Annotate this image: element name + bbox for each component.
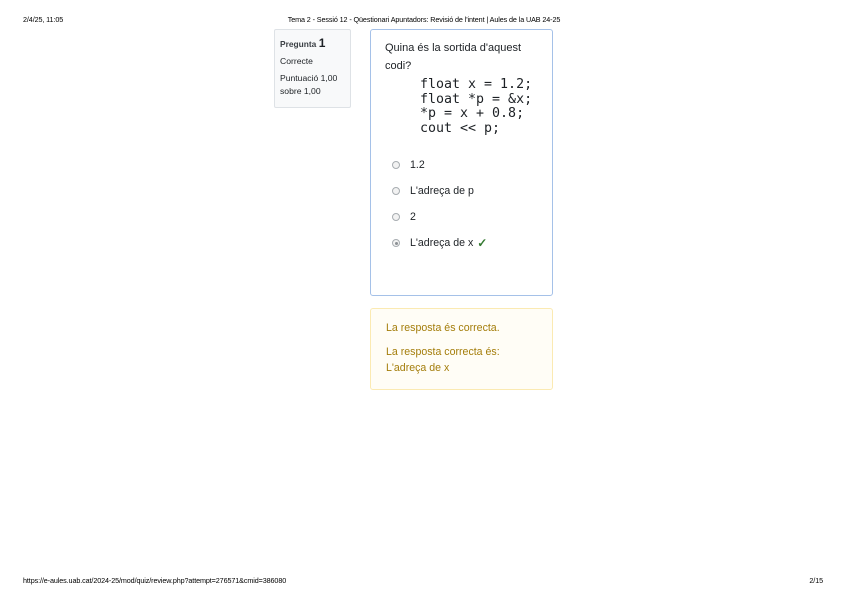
answer-option[interactable] xyxy=(385,178,538,204)
print-page-number: 2/15 xyxy=(809,576,823,585)
answer-label: L'adreça de p xyxy=(410,185,474,197)
question-label: Pregunta xyxy=(280,39,317,49)
answer-list xyxy=(385,152,538,256)
radio-button-selected[interactable] xyxy=(392,239,400,247)
radio-button[interactable] xyxy=(392,213,400,221)
answer-label: 2 xyxy=(410,211,416,223)
question-grade: Puntuació 1,00 sobre 1,00 xyxy=(280,73,338,96)
question-state: Correcte xyxy=(280,56,313,66)
answer-label: L'adreça de x xyxy=(410,237,474,249)
answer-option-selected[interactable] xyxy=(385,230,538,256)
feedback-box xyxy=(370,308,553,390)
radio-button[interactable] xyxy=(392,161,400,169)
answer-label: 1.2 xyxy=(410,159,425,171)
answer-option[interactable] xyxy=(385,204,538,230)
feedback-result: La resposta és correcta. xyxy=(386,322,500,334)
radio-button[interactable] xyxy=(392,187,400,195)
print-url: https://e-aules.uab.cat/2024-25/mod/quiz/review.php?attempt=276571&cmid=386080 xyxy=(23,576,287,585)
feedback-correct-answer: La resposta correcta és: L'adreça de x xyxy=(386,346,500,374)
code-block: float x = 1.2; float *p = &x; *p = x + 0.8; cout << p; xyxy=(420,77,533,136)
print-date: 2/4/25, 11:05 xyxy=(23,15,64,24)
answer-option[interactable] xyxy=(385,152,538,178)
checkmark-icon: ✓ xyxy=(477,236,488,250)
question-number: 1 xyxy=(318,36,326,50)
question-text: Quina és la sortida d'aquest codi? xyxy=(385,42,522,72)
question-info xyxy=(274,29,351,108)
print-page-title: Tema 2 - Sessió 12 - Qüestionari Apuntadors: Revisió de l'intent | Aules de la UAB 24-25 xyxy=(287,15,561,24)
question-number-line xyxy=(280,37,345,51)
question-content xyxy=(370,29,553,296)
